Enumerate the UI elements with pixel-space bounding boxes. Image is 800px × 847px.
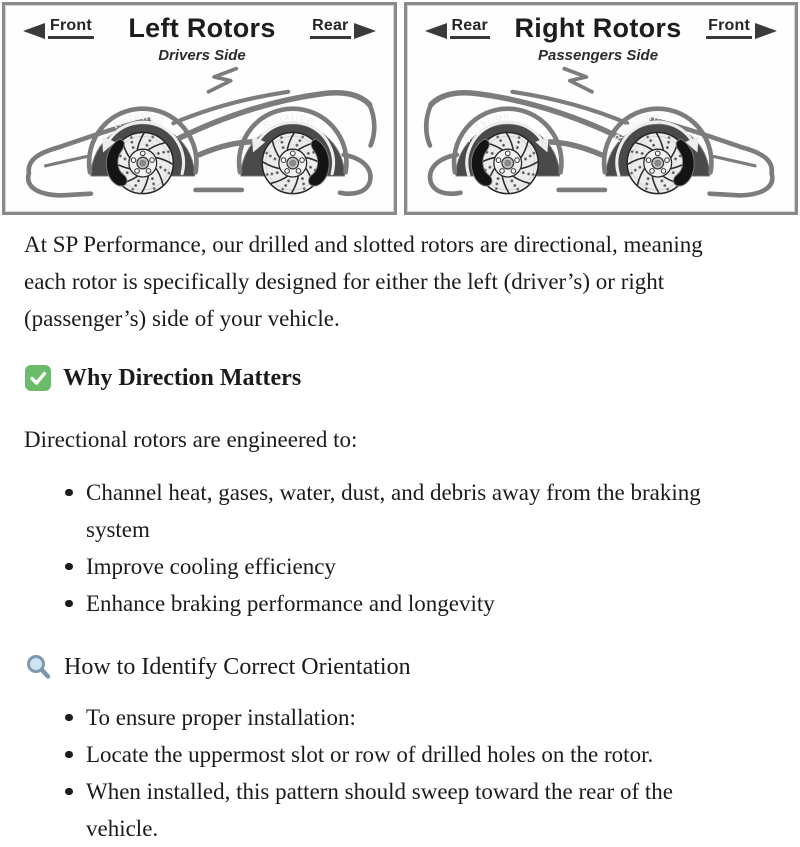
rear-label: Rear xyxy=(310,17,350,39)
arrow-left-icon xyxy=(23,23,45,39)
rear-direction-indicator xyxy=(425,17,490,39)
left-panel-header xyxy=(5,5,394,64)
arrow-right-icon xyxy=(755,23,777,39)
arrow-left-icon xyxy=(425,23,447,39)
right-rotors-panel xyxy=(404,2,799,215)
list-item: To ensure proper installation: xyxy=(60,699,722,736)
front-direction-indicator xyxy=(23,17,94,39)
identify-orientation-heading xyxy=(24,653,722,683)
rotation-label: Rotation xyxy=(111,111,167,132)
list-item: When installed, this pattern should sweep toward the rear of the vehicle. xyxy=(60,773,722,847)
panel-subtitle: Drivers Side xyxy=(158,47,246,64)
lead-paragraph: Directional rotors are engineered to: xyxy=(24,426,358,452)
rotation-label: Rotation xyxy=(461,111,511,145)
list-item: Channel heat, gases, water, dust, and debris away from the braking system xyxy=(60,474,722,548)
installation-list xyxy=(24,699,722,847)
left-rotors-panel xyxy=(2,2,397,215)
arrow-right-icon xyxy=(354,23,376,39)
rotation-label: Rotation xyxy=(261,111,317,132)
benefits-list xyxy=(24,474,722,622)
rotation-label: Rotation xyxy=(611,111,661,145)
rear-label: Rear xyxy=(450,17,490,39)
list-item: Locate the uppermost slot or row of drilled holes on the rotor. xyxy=(60,736,722,773)
intro-paragraph: At SP Performance, our drilled and slotted rotors are directional, meaning each rotor is specifically designed for either the left (driver’s) or right (passenger’s) side of your vehicle. xyxy=(24,232,703,331)
front-label: Front xyxy=(48,17,94,39)
right-panel-header xyxy=(407,5,796,64)
check-mark-icon xyxy=(24,364,52,392)
right-car-illustration xyxy=(407,64,796,214)
why-direction-matters-heading xyxy=(24,364,722,393)
list-item: Enhance braking performance and longevity xyxy=(60,585,722,622)
right-panel-title-block xyxy=(514,13,681,64)
list-item: Improve cooling efficiency xyxy=(60,548,722,585)
magnifying-glass-icon xyxy=(24,653,54,683)
panel-title: Right Rotors xyxy=(514,13,682,43)
why-heading-text: Why Direction Matters xyxy=(63,365,302,391)
left-car-illustration xyxy=(5,64,394,214)
panel-subtitle: Passengers Side xyxy=(537,47,659,64)
front-label: Front xyxy=(706,17,752,39)
identify-heading-text: How to Identify Correct Orientation xyxy=(64,654,411,681)
panel-title: Left Rotors xyxy=(128,13,276,43)
rotor-direction-diagram xyxy=(0,0,800,217)
left-panel-title-block xyxy=(128,13,275,64)
rear-direction-indicator xyxy=(310,17,375,39)
front-direction-indicator xyxy=(706,17,777,39)
article-body xyxy=(0,217,800,847)
